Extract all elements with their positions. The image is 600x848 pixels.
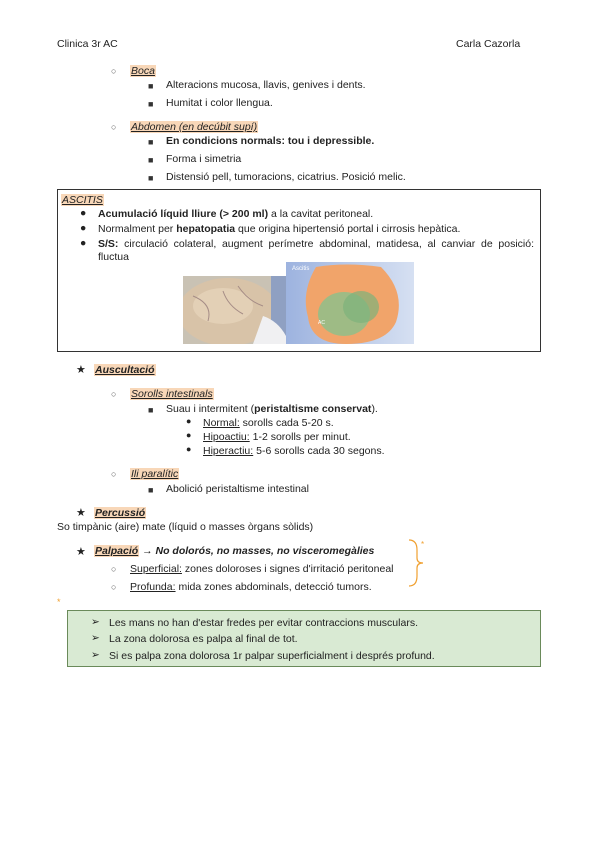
ascitis-b2-rest: que origina hipertensió portal i cirrosis hepàtica. — [235, 223, 461, 235]
ili-title-text: Ili paralític — [131, 468, 179, 480]
palpacio-profunda — [130, 581, 372, 593]
sorolls-item-hiperactiu — [203, 445, 385, 457]
ascitis-image-label: Ascitis — [292, 266, 310, 272]
sorolls-item-label: Hiperactiu: — [203, 445, 254, 457]
abdomen-title — [130, 121, 258, 133]
circle-bullet-icon: ○ — [111, 66, 117, 76]
brace-annotation-icon — [405, 538, 431, 588]
boca-title-text: Boca — [131, 65, 155, 77]
ascitis-title-text: ASCITIS — [62, 194, 103, 206]
circle-bullet-icon: ○ — [111, 122, 117, 132]
palpacio-title — [94, 545, 374, 557]
note-1: Les mans no han d'estar fredes per evitar contraccions musculars. — [109, 617, 418, 629]
abdomen-item-3: Distensió pell, tumoracions, cicatrius. Posició melic. — [166, 171, 406, 183]
ascitis-title — [61, 194, 104, 206]
ascitis-b1-rest: a la cavitat peritoneal. — [268, 208, 374, 220]
palpacio-prof-label: Profunda: — [130, 581, 176, 593]
ascitis-b1-bold: Acumulació líquid lliure (> 200 ml) — [98, 208, 269, 220]
auscultacio-title — [94, 364, 156, 376]
svg-text:*: * — [57, 597, 61, 606]
palpacio-rest: → No dolorós, no masses, no visceromegàlies — [139, 545, 375, 557]
ascitis-photo — [183, 276, 286, 344]
ascitis-image-small-label: AC — [318, 320, 325, 326]
abdomen-item-1: En condicions normals: tou i depressible. — [166, 135, 375, 147]
ascitis-bullet-2 — [98, 223, 460, 235]
boca-title — [130, 65, 156, 77]
sorolls-line-bold: peristaltisme conservat — [254, 403, 372, 415]
arrow-bullet-icon: ➢ — [91, 632, 100, 644]
ascitis-b3-rest: circulació colateral, augment perímetre abdominal, matidesa, al canviar de posició: fluctua — [98, 238, 534, 263]
square-bullet-icon: ■ — [148, 405, 154, 415]
star-bullet-icon: ★ — [76, 507, 86, 519]
percussio-title — [94, 507, 146, 519]
sorolls-title-text: Sorolls intestinals — [131, 388, 213, 400]
dot-bullet-icon: ● — [186, 444, 192, 454]
ascitis-b3-bold: S/S: — [98, 238, 119, 250]
sorolls-item-normal — [203, 417, 334, 429]
square-bullet-icon: ■ — [148, 173, 154, 183]
ascitis-bullet-3 — [98, 238, 534, 264]
abdomen-title-text: Abdomen (en decúbit supí) — [131, 121, 258, 133]
dot-bullet-icon: ● — [186, 430, 192, 440]
sorolls-item-text: sorolls cada 5-20 s. — [239, 417, 334, 429]
square-bullet-icon: ■ — [148, 99, 154, 109]
asterisk-annotation-icon — [56, 596, 66, 606]
circle-bullet-icon: ○ — [111, 582, 117, 592]
palpacio-title-text: Palpació — [95, 545, 139, 557]
note-3: Si es palpa zona dolorosa 1r palpar superficialment i després profund. — [109, 650, 435, 662]
sorolls-item-label: Hipoactiu: — [203, 431, 250, 443]
sorolls-title — [130, 388, 214, 400]
boca-item-2: Humitat i color llengua. — [166, 97, 273, 109]
ascitis-b2-bold: hepatopatia — [176, 223, 236, 235]
circle-bullet-icon: ○ — [111, 389, 117, 399]
svg-text:*: * — [421, 540, 425, 549]
arrow-bullet-icon: ➢ — [91, 616, 100, 628]
palpacio-sup-label: Superficial: — [130, 563, 182, 575]
circle-bullet-icon: ○ — [111, 564, 117, 574]
dot-bullet-icon: ● — [186, 416, 192, 426]
sorolls-item-text: 1-2 sorolls per minut. — [249, 431, 351, 443]
square-bullet-icon: ■ — [148, 485, 154, 495]
auscultacio-title-text: Auscultació — [95, 364, 155, 376]
header-right: Carla Cazorla — [456, 38, 521, 50]
star-bullet-icon: ★ — [76, 364, 86, 376]
dot-bullet-icon: ● — [80, 207, 87, 219]
header-left: Clinica 3r AC — [57, 38, 118, 50]
square-bullet-icon: ■ — [148, 81, 154, 91]
circle-bullet-icon: ○ — [111, 469, 117, 479]
square-bullet-icon: ■ — [148, 137, 154, 147]
palpacio-prof-text: mida zones abdominals, detecció tumors. — [175, 581, 372, 593]
ascitis-illustration — [286, 262, 414, 344]
ili-item: Abolició peristaltisme intestinal — [166, 483, 309, 495]
sorolls-item-text: 5-6 sorolls cada 30 segons. — [253, 445, 385, 457]
ili-title — [130, 468, 179, 480]
percussio-text: So timpànic (aire) mate (líquid o masses òrgans sòlids) — [57, 521, 314, 533]
boca-item-1: Alteracions mucosa, llavis, genives i dents. — [166, 79, 366, 91]
ascitis-bullet-1 — [98, 208, 373, 220]
palpacio-superficial — [130, 563, 394, 575]
arrow-bullet-icon: ➢ — [91, 649, 100, 661]
sorolls-line — [166, 403, 378, 415]
square-bullet-icon: ■ — [148, 155, 154, 165]
percussio-title-text: Percussió — [95, 507, 146, 519]
ascitis-b2-pre: Normalment per — [98, 223, 177, 235]
sorolls-item-label: Normal: — [203, 417, 240, 429]
star-bullet-icon: ★ — [76, 546, 86, 558]
palpacio-sup-text: zones doloroses i signes d'irritació peritoneal — [181, 563, 394, 575]
dot-bullet-icon: ● — [80, 237, 87, 249]
sorolls-line-post: ). — [371, 403, 378, 415]
sorolls-line-pre: Suau i intermitent ( — [166, 403, 255, 415]
note-2: La zona dolorosa es palpa al final de tot. — [109, 633, 298, 645]
dot-bullet-icon: ● — [80, 222, 87, 234]
sorolls-item-hipoactiu — [203, 431, 351, 443]
abdomen-item-2: Forma i simetria — [166, 153, 242, 165]
